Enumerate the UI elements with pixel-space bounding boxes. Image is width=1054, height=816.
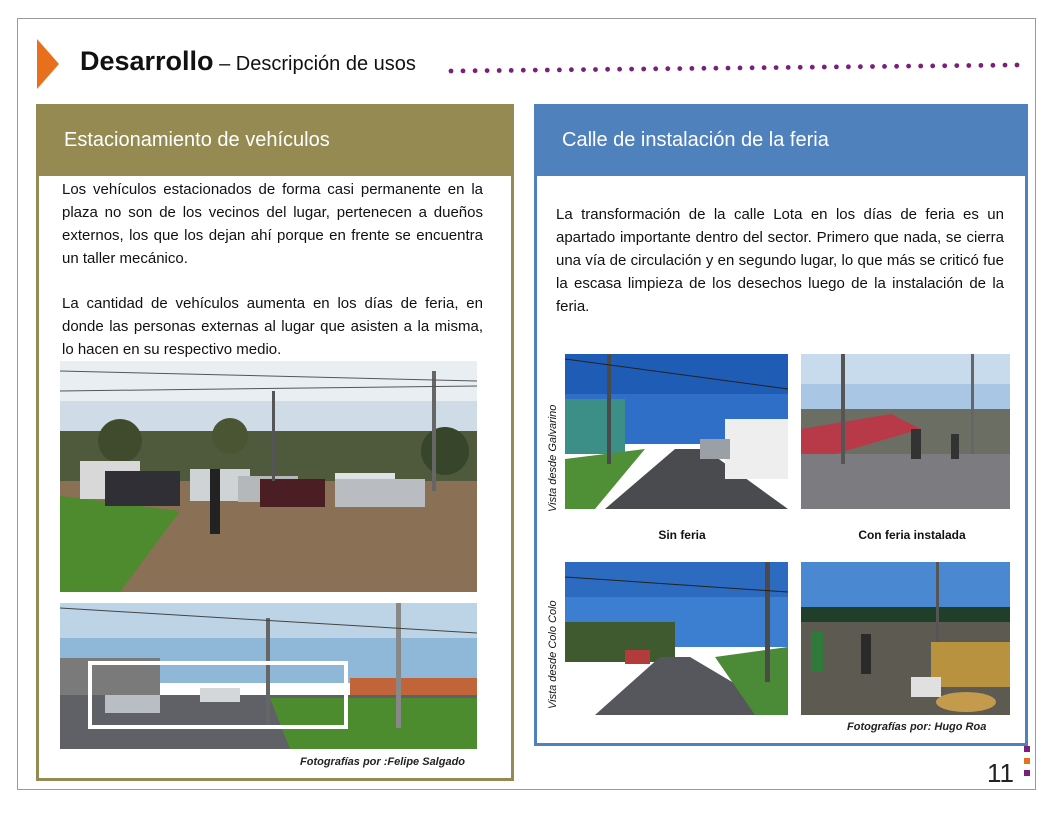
divider-dot (798, 65, 803, 70)
divider-dot (509, 68, 514, 73)
divider-dot (677, 66, 682, 71)
divider-dot (954, 63, 959, 68)
divider-dot (641, 67, 646, 72)
divider-dot (762, 65, 767, 70)
colo-colo-sin-feria-photo (565, 562, 788, 715)
column-label-sin-feria: Sin feria (658, 528, 706, 542)
colo-colo-con-feria-photo (801, 562, 1010, 715)
divider-dot (714, 66, 719, 71)
divider-dot (870, 64, 875, 69)
parking-panel-heading: Estacionamiento de vehículos (36, 104, 514, 176)
fair-street-paragraph: La transformación de la calle Lota en los días de feria es un apartado importante dentro del sector. Primero que nada, se cierra una vía de circulación y en segundo lugar, lo que más se criticó fue la escasa limpieza de los desechos luego de la instalación de la feria. (556, 206, 1004, 315)
divider-dot (473, 68, 478, 73)
divider-dot (533, 68, 538, 73)
divider-dot (966, 63, 971, 68)
row-label-colo-colo: Vista desde Colo Colo (547, 600, 559, 709)
divider-dot (629, 67, 634, 72)
divider-dot (774, 65, 779, 70)
divider-dot (605, 67, 610, 72)
divider-dot (557, 68, 562, 73)
divider-dot (991, 63, 996, 68)
page-title-sub: – Descripción de usos (213, 53, 416, 75)
divider-dot (461, 69, 466, 74)
divider-dot (979, 63, 984, 68)
section-arrow-icon (37, 39, 59, 89)
fair-photo-credit: Fotografías por: Hugo Roa (847, 721, 987, 733)
fair-street-panel-heading: Calle de instalación de la feria (534, 104, 1028, 176)
fair-street-panel (534, 104, 1028, 746)
divider-dot (738, 66, 743, 71)
divider-dot (653, 66, 658, 71)
divider-dot (810, 65, 815, 70)
galvarino-con-feria-photo (801, 354, 1010, 509)
parking-lot-photo (60, 361, 477, 592)
divider-dot (521, 68, 526, 73)
divider-dot (1003, 63, 1008, 68)
parking-panel (36, 104, 514, 781)
page-title-main: Desarrollo (80, 46, 214, 76)
divider-dot (918, 64, 923, 69)
divider-dot (834, 65, 839, 70)
column-label-con-feria: Con feria instalada (858, 528, 966, 542)
galvarino-sin-feria-photo (565, 354, 788, 509)
street-photo (60, 603, 477, 749)
divider-dot (930, 64, 935, 69)
divider-dot (750, 65, 755, 70)
divider-dot (942, 63, 947, 68)
divider-dot (665, 66, 670, 71)
divider-dot (846, 64, 851, 69)
divider-dot (485, 68, 490, 73)
divider-dot (497, 68, 502, 73)
divider-dot (593, 67, 598, 72)
page-number: 11 (987, 758, 1014, 788)
divider-dot (569, 67, 574, 72)
page-title (80, 46, 416, 77)
parking-paragraph-2: La cantidad de vehículos aumenta en los días de feria, en donde las personas externas al lugar que asisten a la misma, lo hacen en su respectivo medio. (62, 295, 483, 358)
divider-dot (894, 64, 899, 69)
divider-dot (545, 68, 550, 73)
divider-dot (702, 66, 707, 71)
divider-dot (786, 65, 791, 70)
divider-dot (882, 64, 887, 69)
dotted-divider (448, 62, 1020, 74)
divider-dot (1015, 63, 1020, 68)
divider-dot (617, 67, 622, 72)
divider-dot (581, 67, 586, 72)
divider-dot (449, 69, 454, 74)
parking-photo-credit: Fotografías por :Felipe Salgado (300, 756, 466, 768)
divider-dot (822, 65, 827, 70)
divider-dot (906, 64, 911, 69)
divider-dot (690, 66, 695, 71)
divider-dot (858, 64, 863, 69)
row-label-galvarino: Vista desde Galvarino (547, 404, 559, 512)
parking-paragraph-1: Los vehículos estacionados de forma casi permanente en la plaza no son de los vecinos del lugar, pertenecen a dueños externos, los que los dejan ahí porque en frente se encuentra un taller mecánico. (62, 181, 483, 267)
divider-dot (726, 66, 731, 71)
